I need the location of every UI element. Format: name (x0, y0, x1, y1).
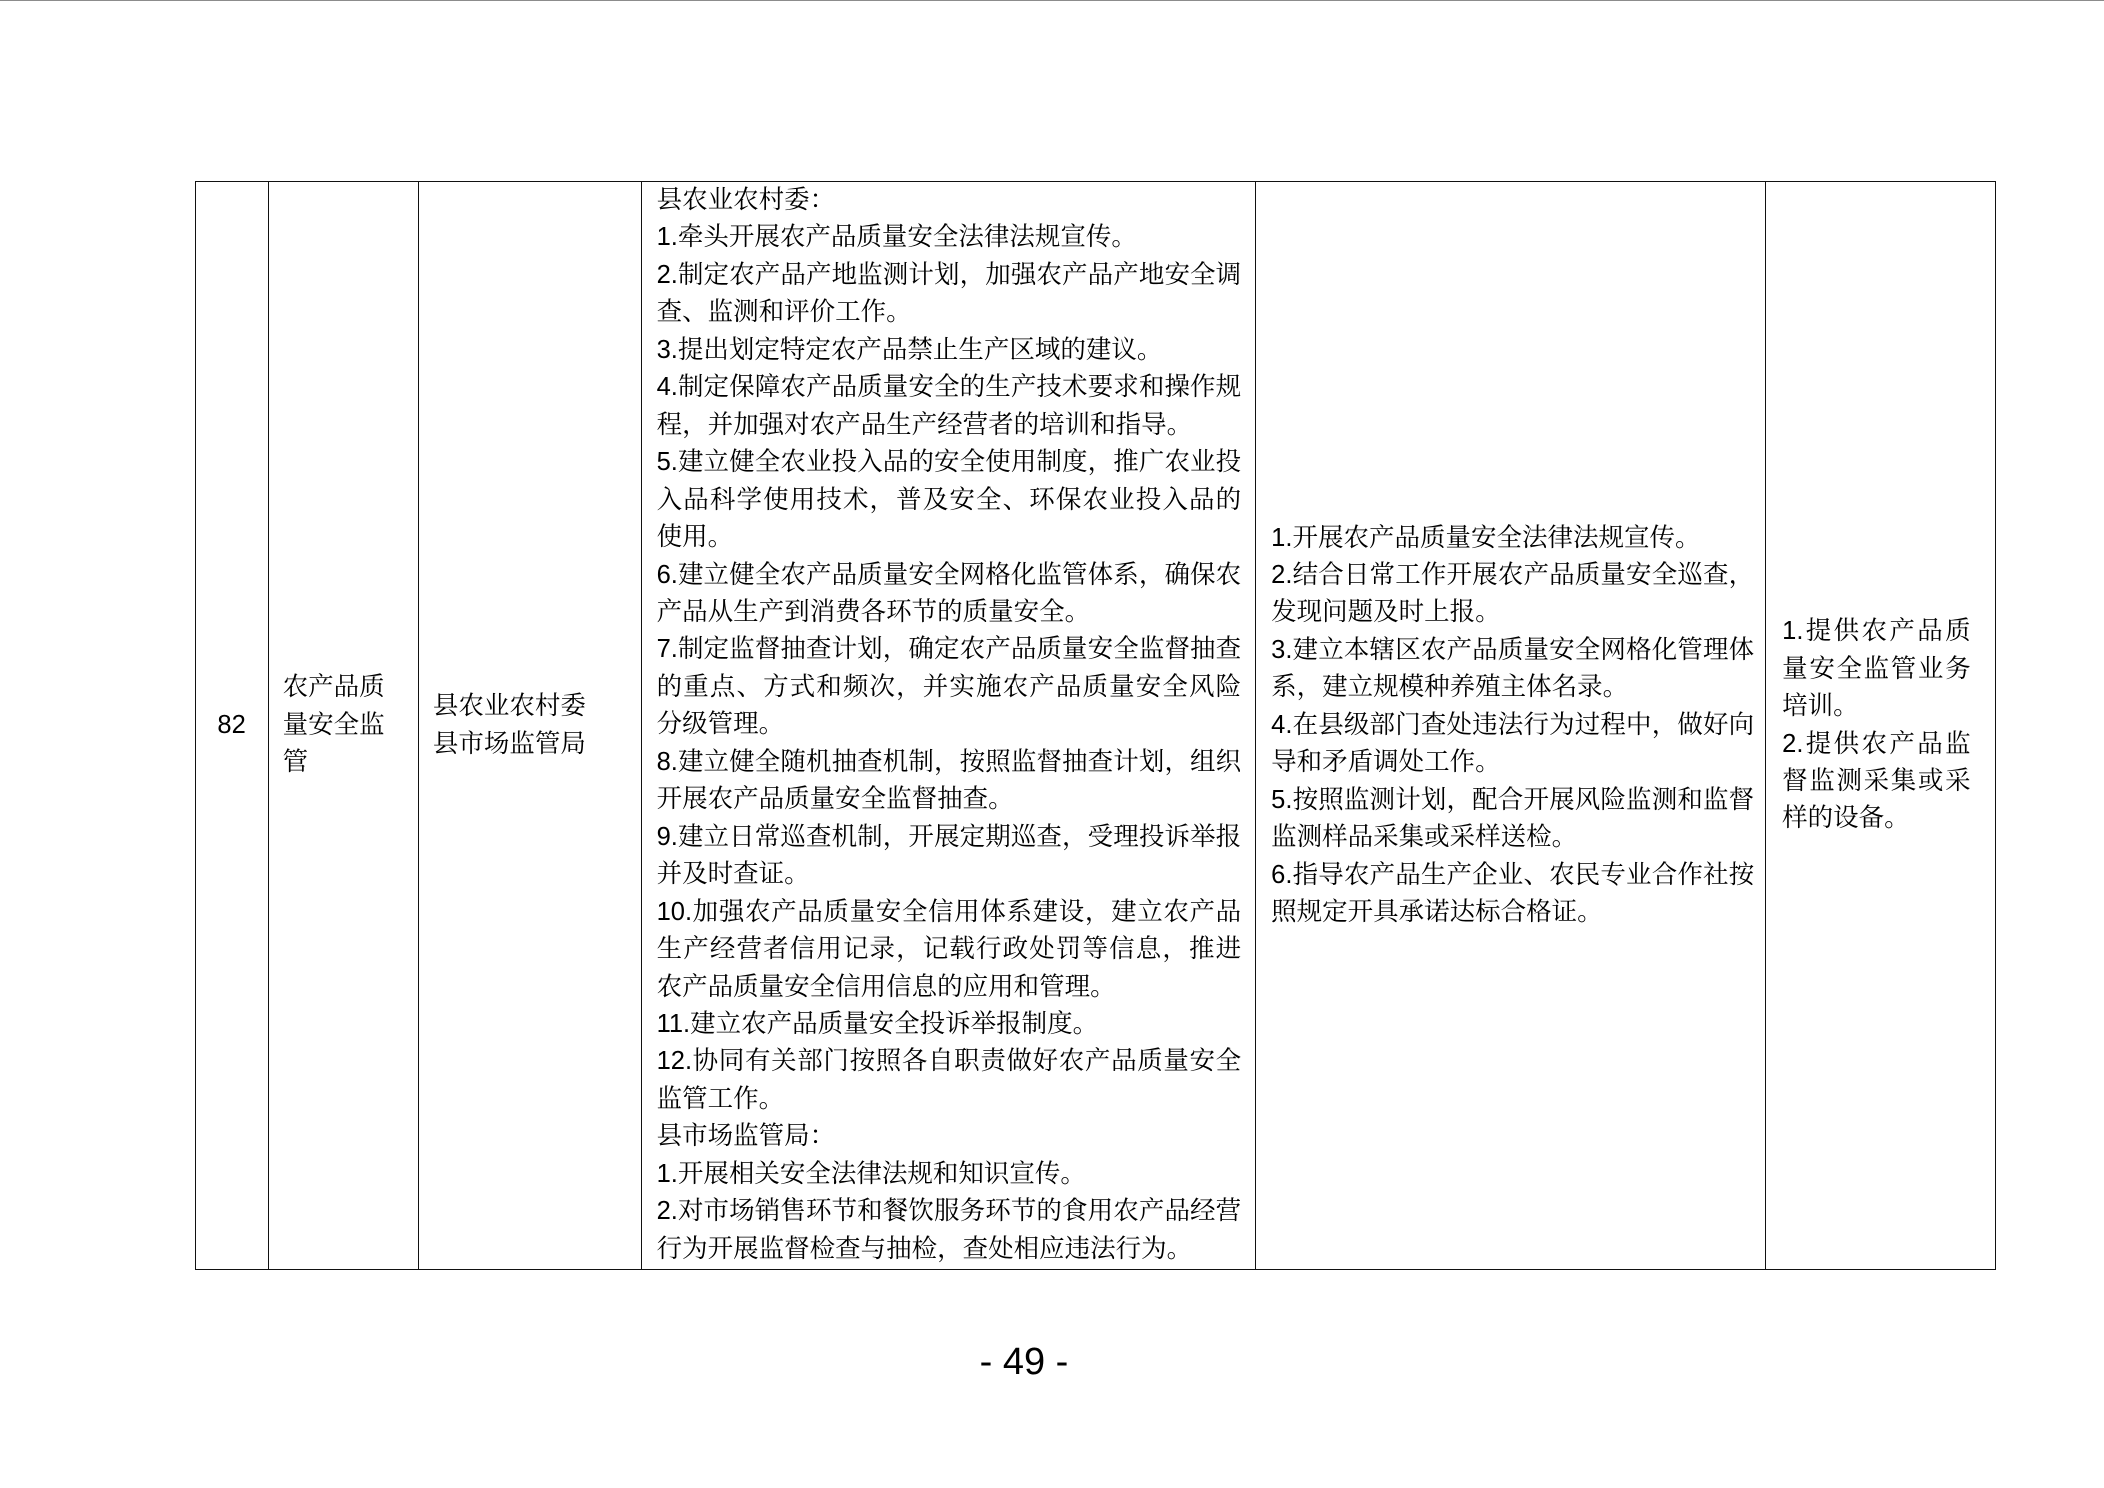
support-item: 2.提供农产品监督监测采集或采样的设备。 (1782, 729, 1971, 833)
cell-departments (419, 182, 642, 1269)
cell-township-duties (1256, 182, 1766, 1269)
cell-support-needs (1766, 182, 1994, 1269)
duty-item: 6.建立健全农产品质量安全网格化监管体系，确保农产品从生产到消费各环节的质量安全。 (656, 560, 1242, 626)
duty-item: 2.结合日常工作开展农产品质量安全巡查，发现问题及时上报。 (1271, 560, 1755, 627)
duty-item: 1.开展相关安全法律法规和知识宣传。 (656, 1159, 1086, 1188)
data-table (195, 181, 1996, 1270)
duty-item: 9.建立日常巡查机制，开展定期巡查，受理投诉举报并及时查证。 (656, 822, 1242, 889)
duty-item: 4.在县级部门查处违法行为过程中，做好向导和矛盾调处工作。 (1271, 710, 1755, 777)
duty-heading: 县农业农村委： (656, 186, 836, 214)
duty-item: 2.制定农产品产地监测计划，加强农产品产地安全调查、监测和评价工作。 (656, 260, 1242, 327)
support-item: 1.提供农产品质量安全监管业务培训。 (1782, 617, 1971, 721)
duty-item: 4.制定保障农产品质量安全的生产技术要求和操作规程，并加强对农产品生产经营者的培训和指导。 (656, 373, 1242, 439)
page-number: - 49 - (979, 1341, 1069, 1383)
duty-heading: 县市场监管局： (656, 1122, 836, 1151)
table-row (196, 182, 1995, 1269)
duty-item: 1.开展农产品质量安全法律法规宣传。 (1271, 523, 1701, 552)
item-name: 农产品质量安全监管 (282, 673, 385, 777)
duty-item: 7.制定监督抽查计划，确定农产品质量安全监督抽查的重点、方式和频次，并实施农产品质量安全风险分级管理。 (656, 635, 1242, 739)
duty-item: 2.对市场销售环节和餐饮服务环节的食用农产品经营行为开展监督检查与抽检，查处相应违法行为。 (656, 1197, 1242, 1263)
department-name: 县市场监管局 (432, 729, 586, 758)
cell-county-duties (642, 182, 1257, 1269)
cell-item-name (269, 182, 419, 1269)
duty-item: 1.牵头开展农产品质量安全法律法规宣传。 (656, 223, 1137, 252)
duty-item: 8.建立健全随机抽查机制，按照监督抽查计划，组织开展农产品质量安全监督抽查。 (656, 747, 1242, 814)
duty-item: 12.协同有关部门按照各自职责做好农产品质量安全监管工作。 (656, 1047, 1242, 1113)
duty-item: 10.加强农产品质量安全信用体系建设，建立农产品生产经营者信用记录，记载行政处罚等信息，推进农产品质量安全信用信息的应用和管理。 (656, 897, 1242, 1001)
duty-item: 5.按照监测计划，配合开展风险监测和监督监测样品采集或采样送检。 (1271, 785, 1755, 852)
duty-item: 3.提出划定特定农产品禁止生产区域的建议。 (656, 335, 1163, 364)
duty-item: 11.建立农产品质量安全投诉举报制度。 (656, 1009, 1099, 1038)
duty-item: 3.建立本辖区农产品质量安全网格化管理体系，建立规模种养殖主体名录。 (1271, 635, 1755, 702)
department-name: 县农业农村委 (432, 692, 586, 721)
duty-item: 6.指导农产品生产企业、农民专业合作社按照规定开具承诺达标合格证。 (1271, 860, 1755, 927)
duty-item: 5.建立健全农业投入品的安全使用制度，推广农业投入品科学使用技术，普及安全、环保农业投入品的使用。 (656, 448, 1242, 552)
cell-row-number (196, 182, 269, 1269)
row-number: 82 (217, 710, 246, 739)
page-top-rule (0, 0, 2104, 1)
